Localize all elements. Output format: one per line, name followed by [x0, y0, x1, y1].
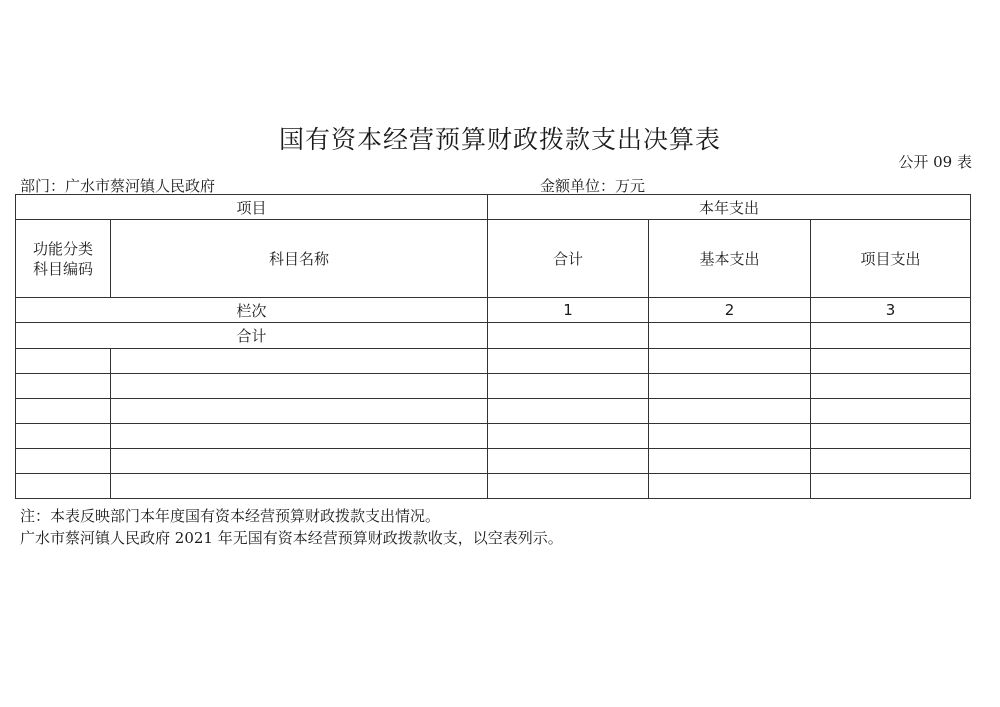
table-cell: [649, 474, 811, 499]
table-cell: [649, 399, 811, 424]
row-index-3: 3: [811, 298, 971, 323]
table-cell: [488, 374, 649, 399]
table-cell: [811, 349, 971, 374]
table-cell: [649, 449, 811, 474]
table-row: [16, 349, 971, 374]
cell-total-sum: [488, 323, 649, 349]
table-cell: [16, 424, 111, 449]
table-cell: [111, 474, 488, 499]
table-row: [16, 399, 971, 424]
table-cell: [16, 349, 111, 374]
table-row: [16, 474, 971, 499]
table-cell: [111, 424, 488, 449]
table-cell: [111, 374, 488, 399]
table-cell: [488, 399, 649, 424]
table-cell: [811, 474, 971, 499]
row-index-label: 栏次: [16, 298, 488, 323]
table-cell: [16, 474, 111, 499]
table-cell: [16, 449, 111, 474]
header-function-code-line2: 科目编码: [32, 259, 93, 278]
header-function-code: [16, 220, 111, 298]
header-project: 项目: [16, 195, 488, 220]
header-basic-expenditure: 基本支出: [649, 220, 811, 298]
table-row: [16, 449, 971, 474]
table-cell: [16, 399, 111, 424]
table-row: [16, 424, 971, 449]
cell-basic-sum: [649, 323, 811, 349]
header-current-year: 本年支出: [488, 195, 971, 220]
table-cell: [811, 374, 971, 399]
table-cell: [111, 399, 488, 424]
header-row-1: [16, 195, 971, 220]
table-cell: [111, 449, 488, 474]
page-title: 国有资本经营预算财政拨款支出决算表: [278, 125, 721, 154]
form-number: 公开 09 表: [898, 153, 972, 171]
table-cell: [811, 449, 971, 474]
row-total: [16, 323, 971, 349]
table-cell: [649, 424, 811, 449]
table-row: [16, 374, 971, 399]
table-cell: [488, 349, 649, 374]
header-subject-name: 科目名称: [111, 220, 488, 298]
table-cell: [111, 349, 488, 374]
table-cell: [649, 374, 811, 399]
table-cell: [16, 374, 111, 399]
cell-project-sum: [811, 323, 971, 349]
row-index-2: 2: [649, 298, 811, 323]
note-line-1: 注：本表反映部门本年度国有资本经营预算财政拨款支出情况。: [20, 507, 441, 525]
table-cell: [811, 399, 971, 424]
table-cell: [488, 474, 649, 499]
table-cell: [811, 424, 971, 449]
header-total: 合计: [488, 220, 649, 298]
table-cell: [488, 424, 649, 449]
header-function-code-line1: 功能分类: [32, 239, 93, 258]
department-label: 部门：广水市蔡河镇人民政府: [20, 177, 216, 195]
row-index-1: 1: [488, 298, 649, 323]
note-line-2: 广水市蔡河镇人民政府 2021 年无国有资本经营预算财政拨款收支，以空表列示。: [20, 529, 563, 547]
row-index: [16, 298, 971, 323]
amount-unit-label: 金额单位：万元: [540, 177, 646, 195]
header-row-2: [16, 220, 971, 298]
header-project-expenditure: 项目支出: [811, 220, 971, 298]
table-cell: [649, 349, 811, 374]
row-total-label: 合计: [16, 323, 488, 349]
expenditure-table: [15, 194, 971, 499]
table-cell: [488, 449, 649, 474]
